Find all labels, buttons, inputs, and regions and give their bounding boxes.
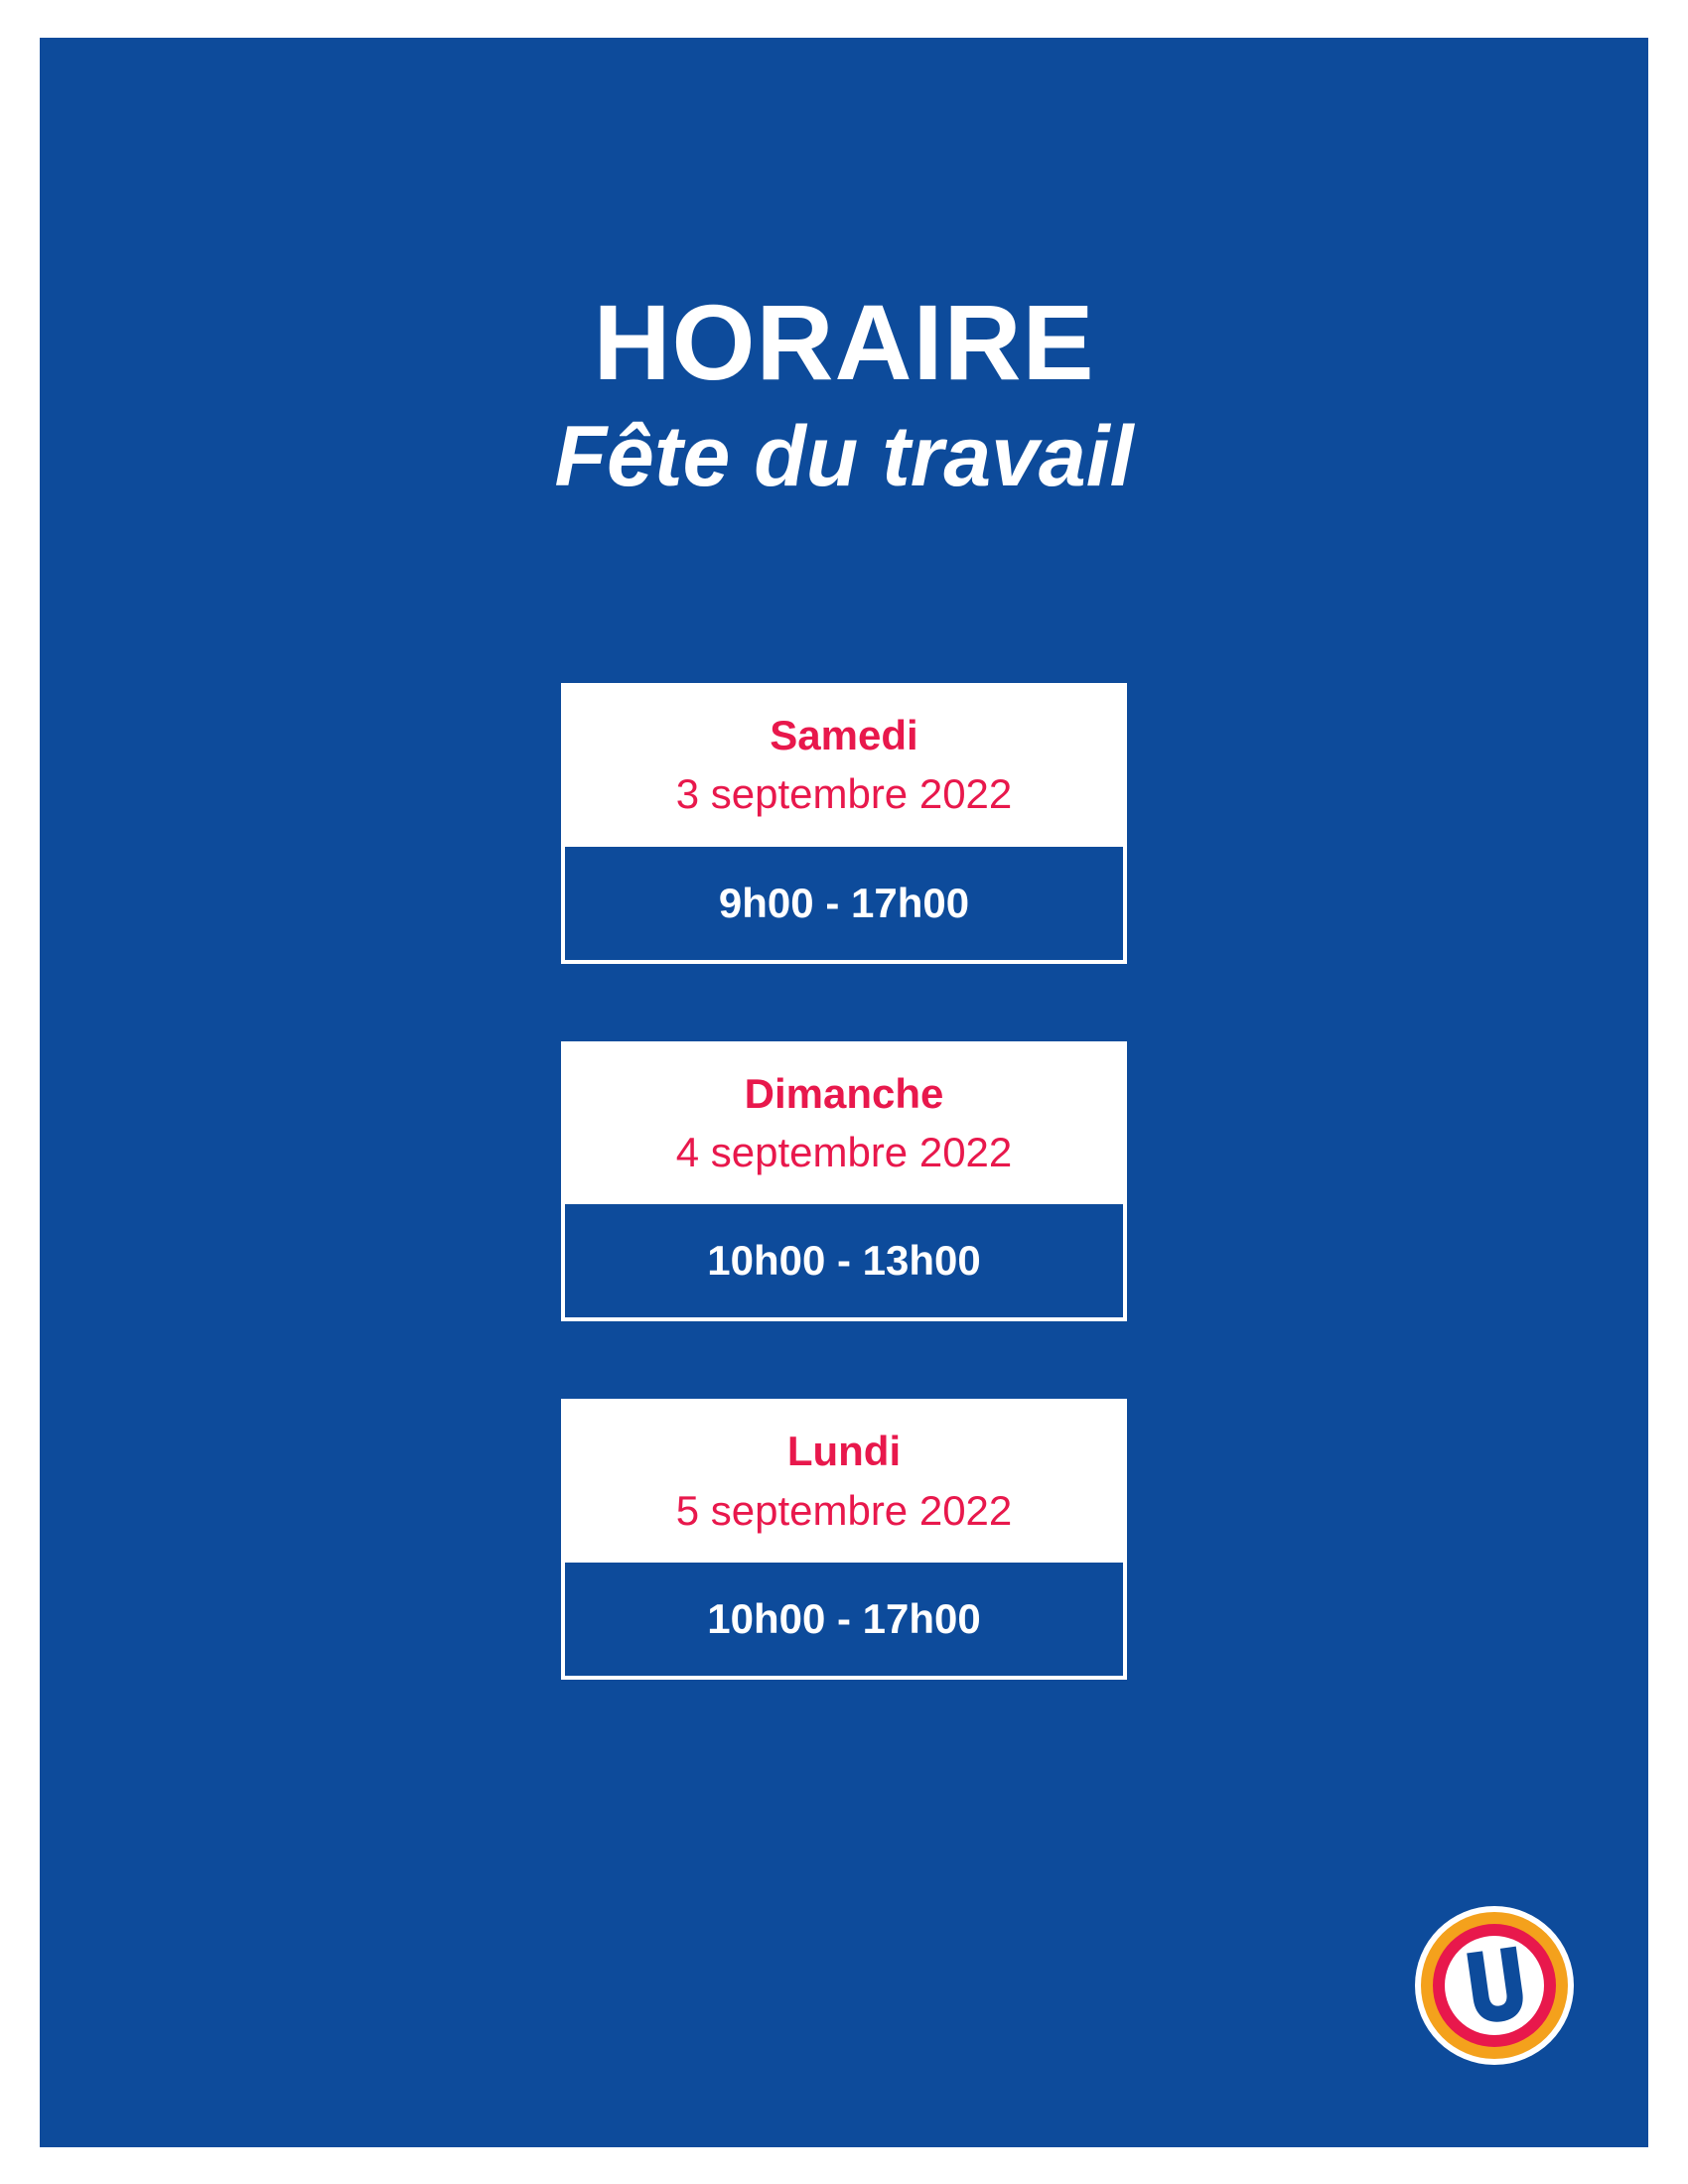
schedule-card-header (565, 1403, 1123, 1559)
schedule-card (561, 683, 1127, 964)
u-logo (1412, 1903, 1577, 2068)
schedule-list (40, 683, 1648, 1757)
schedule-card (561, 1041, 1127, 1322)
page-title: HORAIRE (593, 282, 1095, 402)
schedule-card (561, 1399, 1127, 1680)
schedule-hours: 10h00 - 17h00 (565, 1559, 1123, 1676)
schedule-day: Dimanche (744, 1069, 944, 1117)
schedule-date: 5 septembre 2022 (675, 1486, 1013, 1534)
schedule-date: 4 septembre 2022 (675, 1128, 1013, 1175)
schedule-day: Lundi (786, 1428, 902, 1475)
schedule-day: Samedi (770, 712, 918, 758)
schedule-card-header (565, 687, 1123, 843)
schedule-date: 3 septembre 2022 (675, 770, 1013, 818)
schedule-hours: 9h00 - 17h00 (565, 843, 1123, 960)
schedule-hours: 10h00 - 13h00 (565, 1200, 1123, 1317)
page-subtitle: Fête du travail (554, 409, 1134, 505)
poster (40, 38, 1648, 2147)
title-block (40, 282, 1648, 506)
schedule-card-header (565, 1045, 1123, 1201)
